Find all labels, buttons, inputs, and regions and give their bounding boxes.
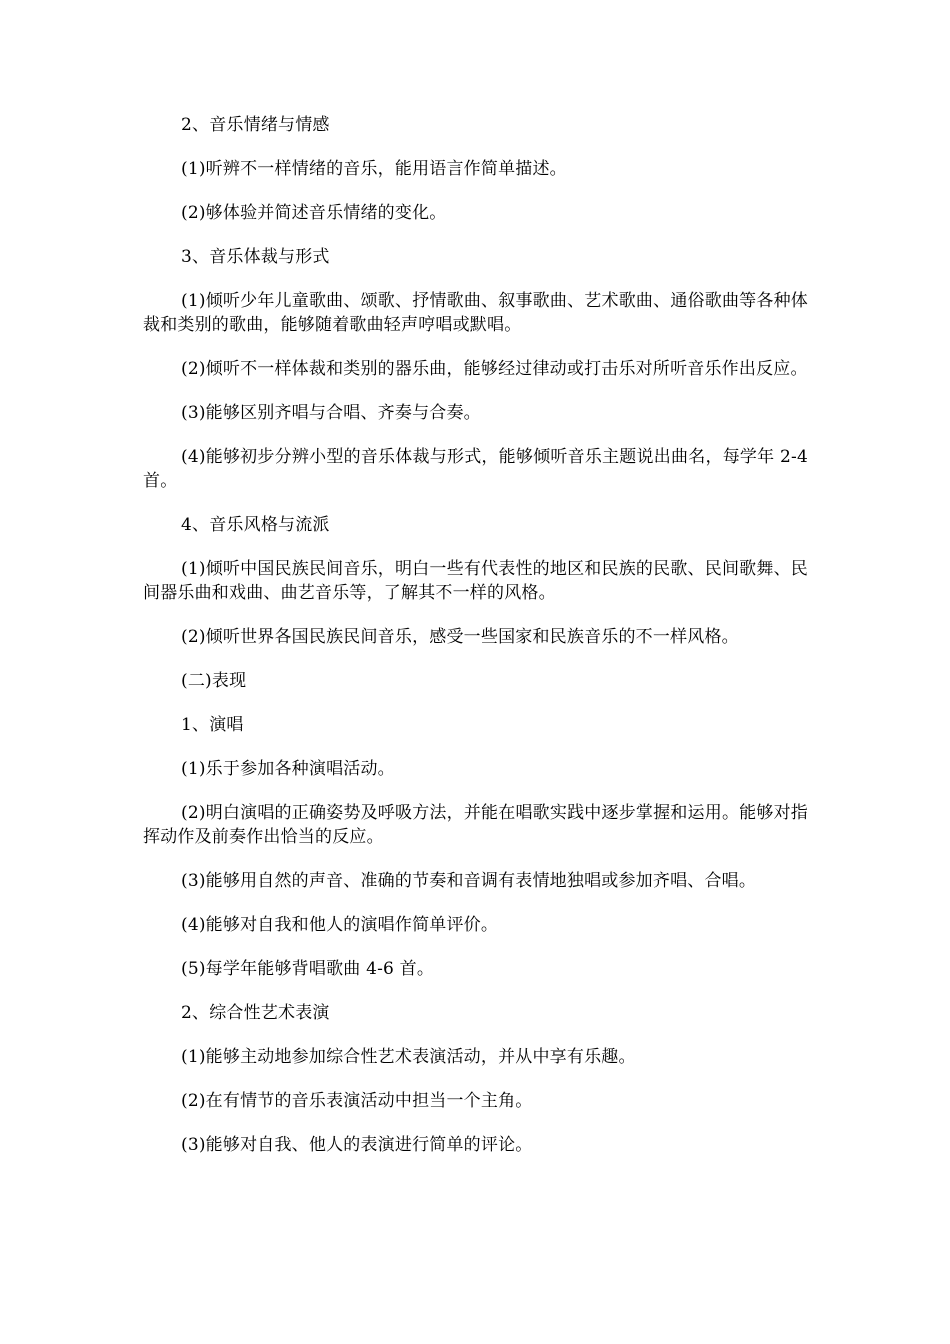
paragraph: (2)明白演唱的正确姿势及呼吸方法，并能在唱歌实践中逐步掌握和运用。能够对指挥动作及前奏作出恰当的反应。 (143, 803, 808, 847)
paragraph: (2)够体验并简述音乐情绪的变化。 (181, 203, 447, 223)
paragraph: (3)能够区别齐唱与合唱、齐奏与合奏。 (181, 403, 481, 423)
paragraph: (2)在有情节的音乐表演活动中担当一个主角。 (181, 1091, 533, 1111)
paragraph: (1)倾听中国民族民间音乐，明白一些有代表性的地区和民族的民歌、民间歌舞、民间器乐曲和戏曲、曲艺音乐等，了解其不一样的风格。 (143, 559, 808, 603)
paragraph: (4)能够初步分辨小型的音乐体裁与形式，能够倾听音乐主题说出曲名，每学年 2-4 首。 (143, 447, 808, 491)
heading-integrated-performance: 2、综合性艺术表演 (181, 1003, 330, 1023)
heading-emotion: 2、音乐情绪与情感 (181, 115, 330, 135)
heading-style-school: 4、音乐风格与流派 (181, 515, 330, 535)
section-heading-performance: (二)表现 (181, 671, 247, 691)
paragraph: (5)每学年能够背唱歌曲 4-6 首。 (181, 959, 435, 979)
paragraph: (4)能够对自我和他人的演唱作简单评价。 (181, 915, 499, 935)
paragraph: (1)能够主动地参加综合性艺术表演活动，并从中享有乐趣。 (181, 1047, 636, 1067)
paragraph: (2)倾听不一样体裁和类别的器乐曲，能够经过律动或打击乐对所听音乐作出反应。 (181, 359, 808, 379)
paragraph: (1)倾听少年儿童歌曲、颂歌、抒情歌曲、叙事歌曲、艺术歌曲、通俗歌曲等各种体裁和类别的歌曲，能够随着歌曲轻声哼唱或默唱。 (143, 291, 808, 335)
paragraph: (3)能够对自我、他人的表演进行简单的评论。 (181, 1135, 533, 1155)
heading-genre-form: 3、音乐体裁与形式 (181, 247, 330, 267)
paragraph: (2)倾听世界各国民族民间音乐，感受一些国家和民族音乐的不一样风格。 (181, 627, 739, 647)
paragraph: (1)听辨不一样情绪的音乐，能用语言作简单描述。 (181, 159, 567, 179)
paragraph: (1)乐于参加各种演唱活动。 (181, 759, 395, 779)
document-body (143, 113, 808, 1177)
paragraph: (3)能够用自然的声音、准确的节奏和音调有表情地独唱或参加齐唱、合唱。 (181, 871, 757, 891)
heading-singing: 1、演唱 (181, 715, 244, 735)
